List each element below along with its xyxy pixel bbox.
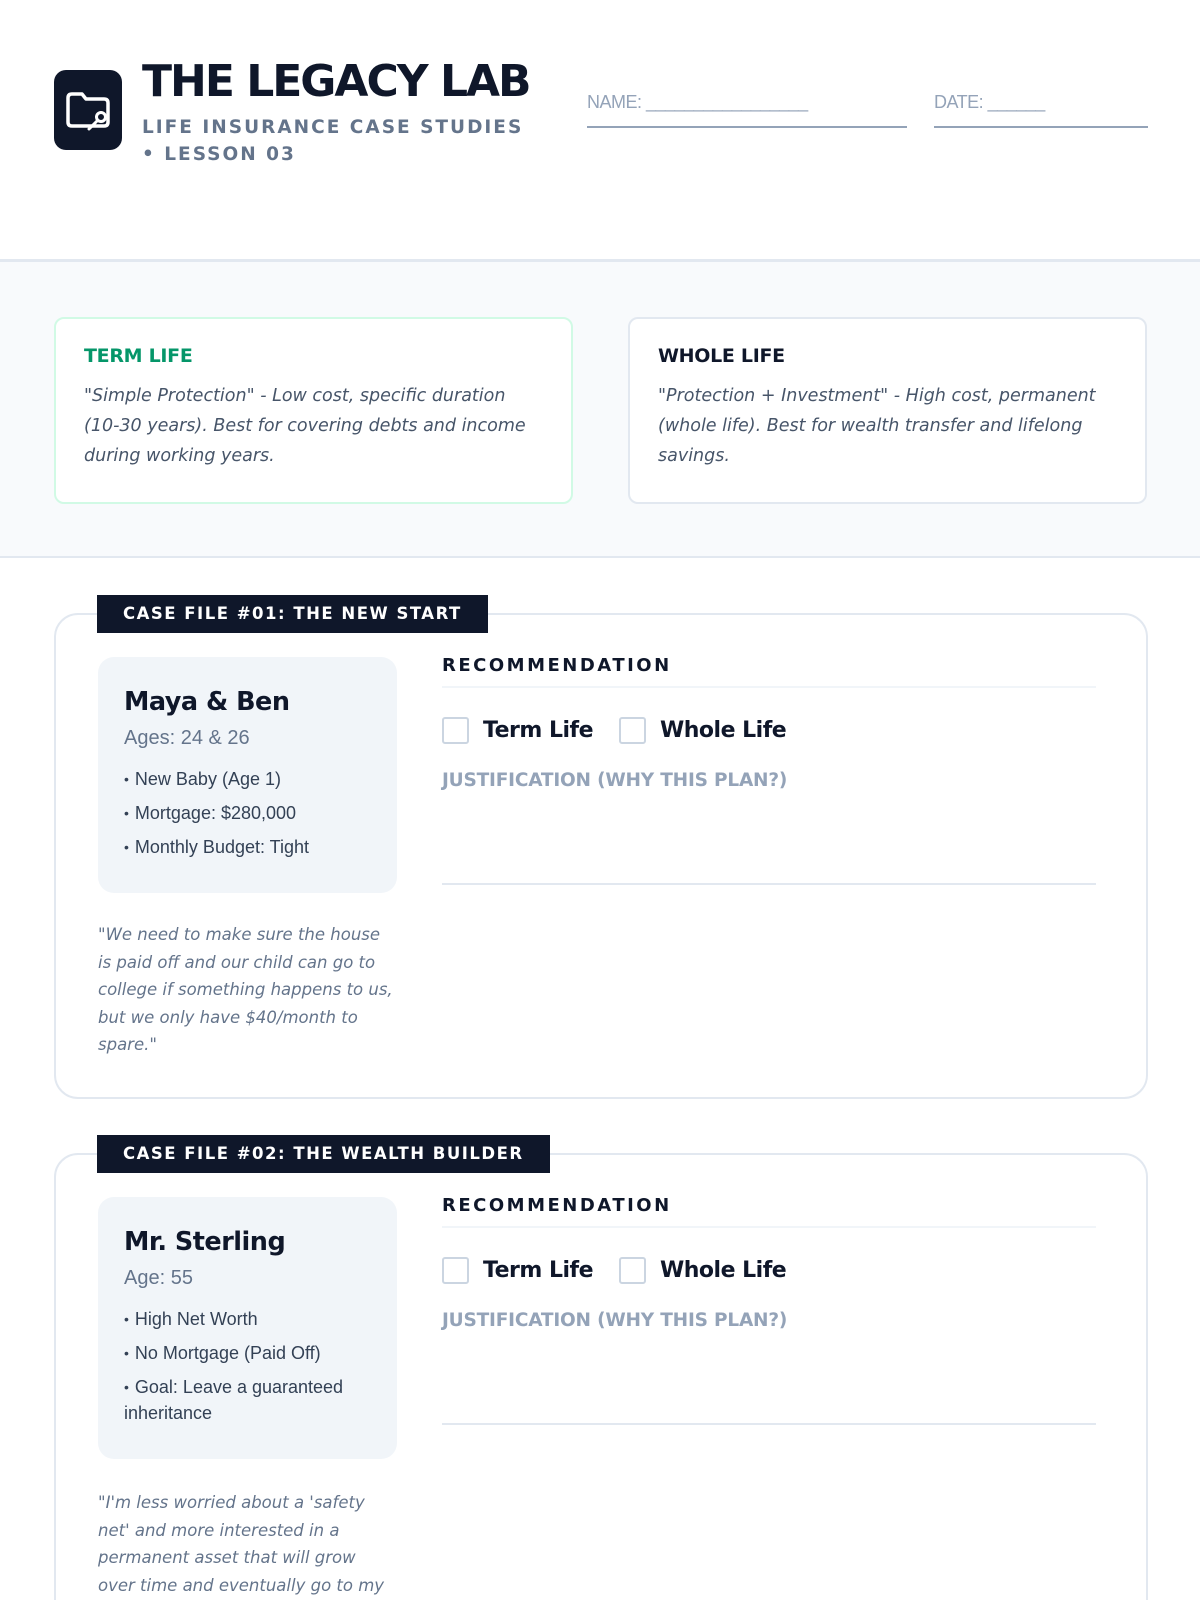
client-name: Mr. Sterling xyxy=(124,1227,286,1257)
term-life-checkbox[interactable] xyxy=(442,1257,469,1284)
client-name: Maya & Ben xyxy=(124,687,290,717)
client-quote: "We need to make sure the house is paid off and our child can go to college if something happens to us, but we only have $40/month to spare." xyxy=(98,925,393,1054)
bullet-icon: • xyxy=(124,1345,129,1361)
justification-label: JUSTIFICATION (WHY THIS PLAN?) xyxy=(442,770,788,791)
case-file-label: CASE FILE #02: THE WEALTH BUILDER xyxy=(97,1135,550,1173)
whole-life-option[interactable] xyxy=(619,717,786,744)
list-item xyxy=(124,766,371,792)
case-file-card xyxy=(54,1153,1148,1600)
case-file-card xyxy=(54,613,1148,1099)
client-facts xyxy=(124,766,371,860)
bullet-icon: • xyxy=(124,1311,129,1327)
whole-life-description: "Protection + Investment" - High cost, permanent (whole life). Best for wealth transfer and lifelong savings. xyxy=(658,386,1096,466)
justification-answer-line[interactable] xyxy=(442,1423,1096,1425)
whole-life-option-label: Whole Life xyxy=(660,717,787,743)
whole-life-option-label: Whole Life xyxy=(660,1257,787,1283)
definitions-band xyxy=(0,262,1200,558)
logo xyxy=(54,70,122,150)
list-item xyxy=(124,1340,371,1366)
client-profile xyxy=(98,1197,397,1459)
bullet-icon: • xyxy=(124,805,129,821)
term-life-definition-card xyxy=(54,317,573,504)
list-item xyxy=(124,1306,371,1332)
client-age: Age: 55 xyxy=(124,1267,193,1289)
client-age: Ages: 24 & 26 xyxy=(124,727,250,749)
justification-label: JUSTIFICATION (WHY THIS PLAN?) xyxy=(442,1310,788,1331)
bullet-icon: • xyxy=(124,1379,129,1395)
fact-text: Mortgage: $280,000 xyxy=(134,803,297,823)
term-life-title: TERM LIFE xyxy=(84,345,193,367)
fact-text: Monthly Budget: Tight xyxy=(134,837,310,857)
list-item xyxy=(124,800,371,826)
term-life-option-label: Term Life xyxy=(483,1257,593,1283)
fact-text: No Mortgage (Paid Off) xyxy=(134,1343,321,1363)
recommendation-section xyxy=(442,1195,1096,1425)
term-life-option[interactable] xyxy=(442,717,593,744)
page-title: THE LEGACY LAB xyxy=(142,56,530,107)
folder-key-icon xyxy=(62,84,114,136)
whole-life-definition-card xyxy=(628,317,1147,504)
whole-life-title: WHOLE LIFE xyxy=(658,345,785,367)
worksheet-header xyxy=(0,0,1200,262)
justification-answer-line[interactable] xyxy=(442,883,1096,885)
whole-life-option[interactable] xyxy=(619,1257,786,1284)
fact-text: High Net Worth xyxy=(134,1309,258,1329)
list-item xyxy=(124,834,371,860)
date-field[interactable]: DATE: ______ xyxy=(934,92,1148,128)
term-life-description: "Simple Protection" - Low cost, specific duration (10-30 years). Best for covering debts and income during working years. xyxy=(84,386,526,466)
recommendation-title: RECOMMENDATION xyxy=(442,1195,1096,1228)
name-field[interactable]: NAME: _________________ xyxy=(587,92,907,128)
term-life-option-label: Term Life xyxy=(483,717,593,743)
page-subtitle: LIFE INSURANCE CASE STUDIES • LESSON 03 xyxy=(142,117,524,165)
client-profile xyxy=(98,657,397,893)
list-item xyxy=(124,1374,371,1426)
plan-options xyxy=(442,1254,1096,1286)
case-file-label: CASE FILE #01: THE NEW START xyxy=(97,595,488,633)
term-life-option[interactable] xyxy=(442,1257,593,1284)
fact-text: Goal: Leave a guaranteed inheritance xyxy=(124,1377,344,1423)
term-life-checkbox[interactable] xyxy=(442,717,469,744)
whole-life-checkbox[interactable] xyxy=(619,717,646,744)
client-facts xyxy=(124,1306,371,1426)
bullet-icon: • xyxy=(124,771,129,787)
recommendation-section xyxy=(442,655,1096,885)
recommendation-title: RECOMMENDATION xyxy=(442,655,1096,688)
fact-text: New Baby (Age 1) xyxy=(134,769,281,789)
client-quote: "I'm less worried about a 'safety net' and more interested in a permanent asset that will grow over time and eventually go to my xyxy=(98,1493,385,1595)
whole-life-checkbox[interactable] xyxy=(619,1257,646,1284)
bullet-icon: • xyxy=(124,839,129,855)
plan-options xyxy=(442,714,1096,746)
